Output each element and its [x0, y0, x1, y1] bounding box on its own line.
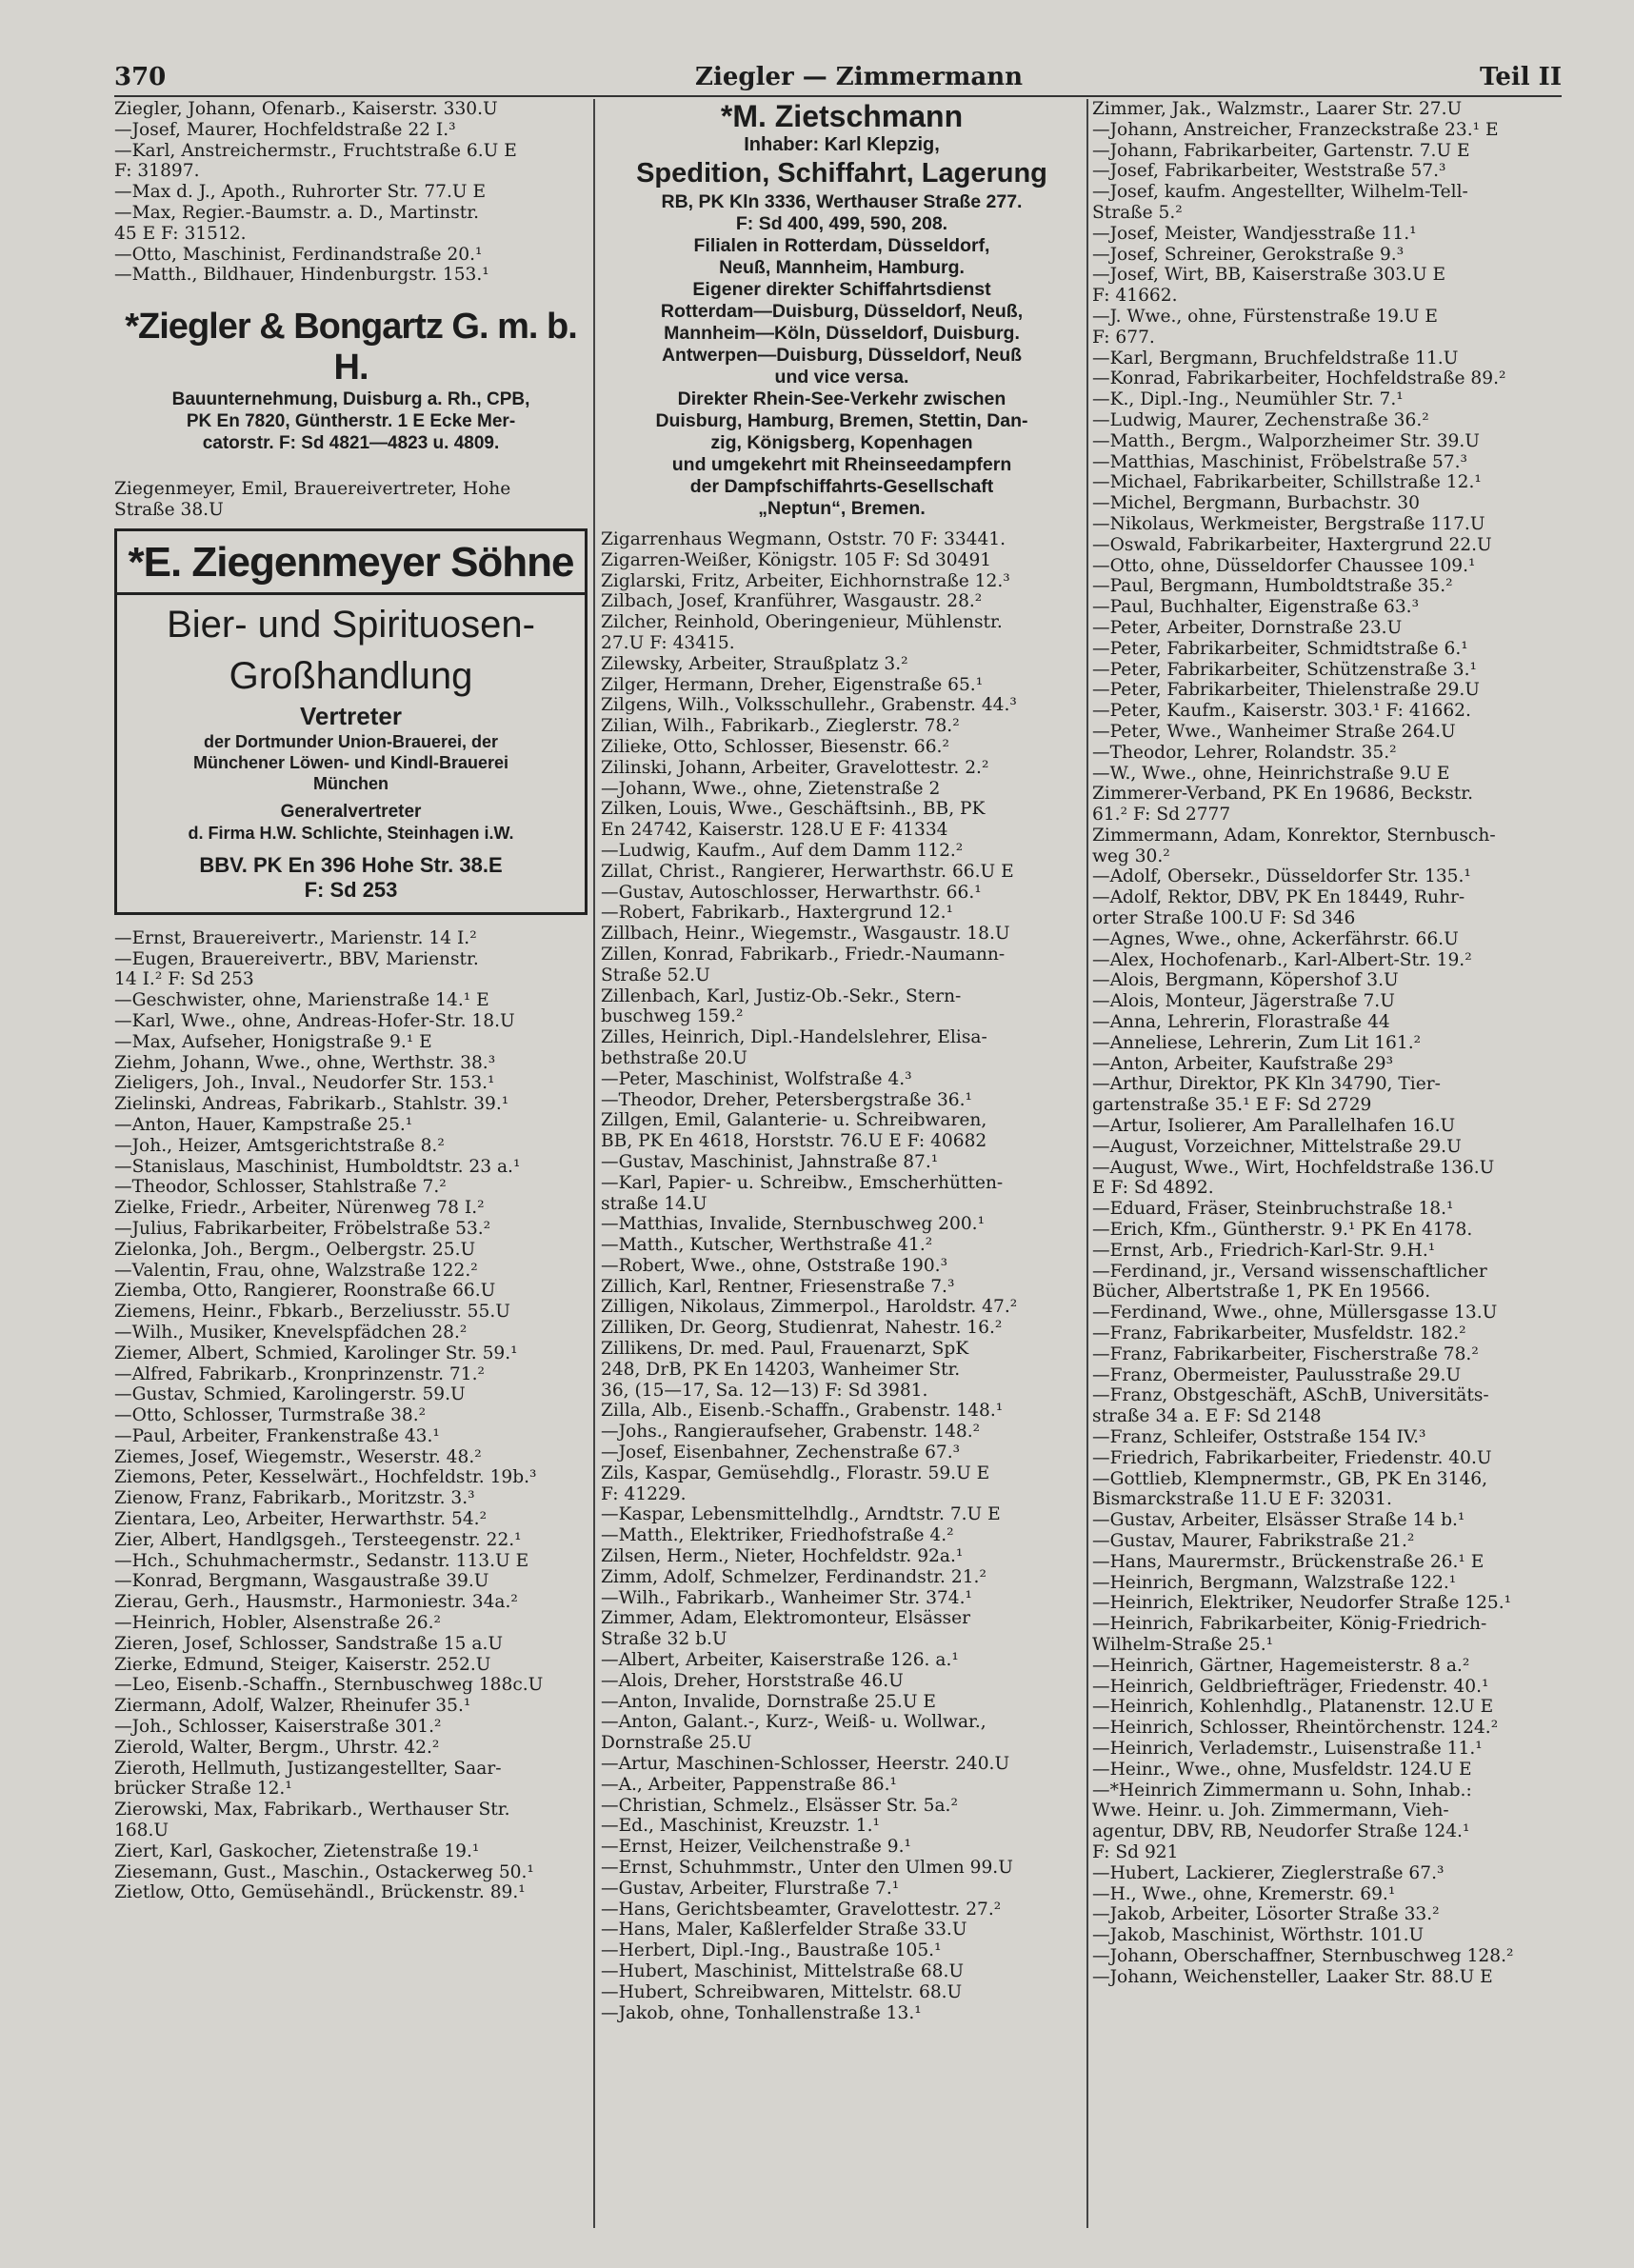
directory-entry: bethstraße 20.U: [601, 1047, 747, 1068]
directory-entry: —Eduard, Fräser, Steinbruchstraße 18.¹: [1092, 1199, 1454, 1220]
directory-entry: Zillbach, Heinr., Wiegemstr., Wasgaustr. 18.U: [601, 924, 1010, 945]
directory-entry: 61.² F: Sd 2777: [1092, 805, 1231, 826]
directory-entry: —Hans, Maurermstr., Brückenstraße 26.¹ E: [1092, 1551, 1485, 1572]
directory-entry: —Arthur, Direktor, PK Kln 34790, Tier-: [1092, 1074, 1441, 1095]
directory-entry: —Heinrich, Gärtner, Hagemeisterstr. 8 a.²: [1092, 1655, 1470, 1676]
ad-line: Antwerpen—Duisburg, Düsseldorf, Neuß: [661, 345, 1023, 366]
directory-entry: 27.U F: 43415.: [601, 632, 735, 653]
directory-entry: En 24742, Kaiserstr. 128.U E F: 41334: [601, 820, 948, 841]
directory-entry: Zils, Kaspar, Gemüsehdlg., Florastr. 59.U E: [601, 1462, 990, 1483]
directory-entry: straße 34 a. E F: Sd 2148: [1092, 1406, 1322, 1427]
directory-entry: Zierau, Gerh., Hausmstr., Harmoniestr. 34a.²: [114, 1592, 518, 1613]
directory-entry: —Theodor, Schlosser, Stahlstraße 7.²: [114, 1177, 447, 1198]
directory-entry: —Jakob, Arbeiter, Lösorter Straße 33.²: [1092, 1904, 1440, 1925]
directory-entry: —Artur, Maschinen-Schlosser, Heerstr. 240.U: [601, 1754, 1010, 1775]
ad-line: der Dampfschiffahrts-Gesellschaft: [689, 476, 994, 497]
directory-entry: —Robert, Wwe., ohne, Oststraße 190.³: [601, 1255, 948, 1276]
directory-entry: —Adolf, Obersekr., Düsseldorfer Str. 135.¹: [1092, 866, 1471, 887]
directory-entry: Zilliken, Dr. Georg, Studienrat, Nahestr. 16.²: [601, 1318, 1003, 1339]
directory-entry: —Eugen, Brauereivertr., BBV, Marienstr.: [114, 948, 479, 969]
directory-entry: Zillat, Christ., Rangierer, Herwarthstr. 66.U E: [601, 861, 1014, 882]
directory-entry: Zilsen, Herm., Nieter, Hochfeldstr. 92a.¹: [601, 1546, 964, 1567]
directory-entry: —Jakob, ohne, Tonhallenstraße 13.¹: [601, 2002, 922, 2023]
ad-line: Filialen in Rotterdam, Düsseldorf,: [693, 235, 990, 256]
directory-entry: —Matth., Bildhauer, Hindenburgstr. 153.¹: [114, 265, 489, 286]
directory-entry: orter Straße 100.U F: Sd 346: [1092, 908, 1356, 929]
directory-entry: —Hans, Gerichtsbeamter, Gravelottestr. 27.²: [601, 1899, 1002, 1920]
directory-entry: —Peter, Fabrikarbeiter, Schmidtstraße 6.¹: [1092, 638, 1468, 659]
directory-entry: —Ernst, Heizer, Veilchenstraße 9.¹: [601, 1837, 911, 1858]
directory-entry: —Erich, Kfm., Güntherstr. 9.¹ PK En 4178.: [1092, 1220, 1473, 1241]
directory-entry: Ziert, Karl, Gaskocher, Zietenstraße 19.¹: [114, 1840, 480, 1861]
directory-entry: 168.U: [114, 1820, 169, 1841]
directory-entry: Zimmer, Adam, Elektromonteur, Elsässer: [601, 1608, 971, 1629]
directory-entry: —Gustav, Autoschlosser, Herwarthstr. 66.¹: [601, 882, 982, 903]
directory-entry: —Alex, Hochofenarb., Karl-Albert-Str. 19.²: [1092, 949, 1472, 970]
directory-entry: Zierke, Edmund, Steiger, Kaiserstr. 252.U: [114, 1654, 491, 1675]
directory-entry: —Hans, Maler, Kaßlerfelder Straße 33.U: [601, 1920, 967, 1940]
entry-list: [1092, 99, 1563, 1988]
directory-entry: Ziglarski, Fritz, Arbeiter, Eichhornstraße 12.³: [601, 570, 1010, 591]
ad-line: Rotterdam—Duisburg, Düsseldorf, Neuß,: [660, 301, 1024, 322]
directory-entry: —Peter, Maschinist, Wolfstraße 4.³: [601, 1068, 912, 1089]
directory-entry: F: 41662.: [1092, 286, 1178, 307]
ad-line: Bier- und Spirituosen-: [167, 603, 535, 646]
directory-entry: F: 41229.: [601, 1483, 687, 1504]
ad-line: der Dortmunder Union-Brauerei, der: [203, 731, 499, 751]
directory-entry: —Joh., Heizer, Amtsgerichtstraße 8.²: [114, 1135, 445, 1156]
directory-entry: —Valentin, Frau, ohne, Walzstraße 122.²: [114, 1260, 478, 1281]
directory-entry: Zientara, Leo, Arbeiter, Herwarthstr. 54.²: [114, 1509, 488, 1530]
directory-entry: Ziemer, Albert, Schmied, Karolinger Str. 59.¹: [114, 1343, 518, 1363]
directory-entry: Zilieke, Otto, Schlosser, Biesenstr. 66.²: [601, 736, 949, 757]
directory-entry: —Heinrich, Bergmann, Walzstraße 122.¹: [1092, 1572, 1457, 1593]
directory-entry: Zilian, Wilh., Fabrikarb., Zieglerstr. 78.²: [601, 716, 960, 737]
directory-entry: 14 I.² F: Sd 253: [114, 969, 254, 990]
directory-entry: —Wilh., Musiker, Knevelspfädchen 28.²: [114, 1322, 468, 1343]
directory-entry: buschweg 159.²: [601, 1006, 744, 1027]
directory-entry: —Ernst, Brauereivertr., Marienstr. 14 I.²: [114, 927, 477, 948]
directory-entry: —Jakob, Maschinist, Wörthstr. 101.U: [1092, 1925, 1425, 1946]
directory-entry: Straße 32 b.U: [601, 1629, 727, 1650]
directory-entry: Straße 52.U: [601, 965, 710, 985]
directory-entry: Zimmer, Jak., Walzmstr., Laarer Str. 27.U: [1092, 99, 1463, 119]
directory-entry: —W., Wwe., ohne, Heinrichstraße 9.U E: [1092, 763, 1450, 784]
directory-entry: gartenstraße 35.¹ E F: Sd 2729: [1092, 1095, 1372, 1116]
directory-entry: Ziesemann, Gust., Maschin., Ostackerweg 50.¹: [114, 1861, 534, 1882]
directory-entry: —Heinrich, Hobler, Alsenstraße 26.²: [114, 1613, 441, 1634]
directory-entry: Ziemba, Otto, Rangierer, Roonstraße 66.U: [114, 1281, 496, 1302]
directory-entry: Ziemons, Peter, Kesselwärt., Hochfeldstr. 19b.³: [114, 1467, 537, 1488]
directory-entry: —Michael, Fabrikarbeiter, Schillstraße 12.¹: [1092, 472, 1482, 493]
part-label: Teil II: [1479, 63, 1562, 91]
ziegler-bongartz-ad: [114, 303, 588, 462]
directory-entry: —Johann, Weichensteller, Laaker Str. 88.U E: [1092, 1966, 1493, 1987]
directory-entry: Ziemens, Heinr., Fbkarb., Berzeliusstr. 55.U: [114, 1302, 510, 1323]
directory-entry: Zillen, Konrad, Fabrikarb., Friedr.-Naumann-: [601, 944, 1006, 965]
directory-entry: Zillenbach, Karl, Justiz-Ob.-Sekr., Stern-: [601, 985, 962, 1006]
ad-line: Neuß, Mannheim, Hamburg.: [719, 257, 965, 278]
zietschmann-ad: [601, 99, 1083, 520]
directory-entry: —Geschwister, ohne, Marienstraße 14.¹ E: [114, 990, 489, 1011]
ad-line: zig, Königsberg, Kopenhagen: [710, 432, 973, 453]
directory-entry: —Anton, Invalide, Dornstraße 25.U E: [601, 1691, 937, 1712]
directory-entry: Zierold, Walter, Bergm., Uhrstr. 42.²: [114, 1737, 440, 1758]
directory-entry: —Josef, Schreiner, Gerokstraße 9.³: [1092, 244, 1405, 265]
directory-entry: —Franz, Schleifer, Oststraße 154 IV.³: [1092, 1427, 1426, 1447]
directory-entry: Zielonka, Joh., Bergm., Oelbergstr. 25.U: [114, 1239, 476, 1260]
ad-contact: [117, 853, 585, 912]
directory-entry: —Gustav, Arbeiter, Elsässer Straße 14 b.¹: [1092, 1510, 1465, 1531]
ad-line: und vice versa.: [774, 367, 909, 388]
directory-entry: —August, Vorzeichner, Mittelstraße 29.U: [1092, 1136, 1462, 1157]
directory-entry: Dornstraße 25.U: [601, 1733, 752, 1754]
directory-entry: Zieren, Josef, Schlosser, Sandstraße 15 a.U: [114, 1633, 504, 1654]
directory-entry: —Heinrich, Verlademstr., Luisenstraße 11.¹: [1092, 1738, 1483, 1759]
directory-entry: —Heinrich, Kohlenhdlg., Platanenstr. 12.U E: [1092, 1697, 1494, 1718]
directory-entry: agentur, DBV, RB, Neudorfer Straße 124.¹: [1092, 1821, 1470, 1842]
directory-entry: —Johann, Wwe., ohne, Zietenstraße 2: [601, 778, 941, 799]
directory-entry: —Joh., Schlosser, Kaiserstraße 301.²: [114, 1717, 442, 1738]
directory-entry: Zimm, Adolf, Schmelzer, Ferdinandstr. 21.²: [601, 1566, 986, 1587]
directory-entry: —Hubert, Maschinist, Mittelstraße 68.U: [601, 1960, 965, 1981]
directory-entry: Zilken, Louis, Wwe., Geschäftsinh., BB, PK: [601, 799, 986, 820]
column-3: [1092, 99, 1563, 2241]
directory-entry: —Paul, Buchhalter, Eigenstraße 63.³: [1092, 597, 1420, 618]
directory-entry: Zier, Albert, Handlgsgeh., Tersteegenstr. 22.¹: [114, 1529, 522, 1550]
directory-entry: —J. Wwe., ohne, Fürstenstraße 19.U E: [1092, 306, 1438, 327]
directory-entry: 36, (15—17, Sa. 12—13) F: Sd 3981.: [601, 1380, 928, 1401]
directory-entry: —Heinrich, Elektriker, Neudorfer Straße 125.¹: [1092, 1593, 1512, 1614]
directory-entry: Zilbach, Josef, Kranführer, Wasgaustr. 28.²: [601, 591, 983, 612]
directory-entry: —Gustav, Maurer, Fabrikstraße 21.²: [1092, 1530, 1415, 1551]
ad-line: catorstr. F: Sd 4821—4823 u. 4809.: [202, 433, 500, 454]
directory-entry: —Josef, Eisenbahner, Zechenstraße 67.³: [601, 1442, 961, 1463]
directory-entry: —Adolf, Rektor, DBV, PK En 18449, Ruhr-: [1092, 887, 1465, 908]
directory-entry: Ziemes, Josef, Wiegemstr., Weserstr. 48.²: [114, 1446, 482, 1467]
directory-entry: Zillich, Karl, Rentner, Friesenstraße 7.³: [601, 1276, 955, 1297]
directory-entry: —A., Arbeiter, Pappenstraße 86.¹: [601, 1774, 897, 1795]
directory-entry: —Peter, Wwe., Wanheimer Straße 264.U: [1092, 721, 1456, 742]
directory-entry: Zieroth, Hellmuth, Justizangestellter, Saar-: [114, 1758, 502, 1779]
directory-entry: F: Sd 921: [1092, 1841, 1179, 1862]
directory-entry: —Josef, Wirt, BB, Kaiserstraße 303.U E: [1092, 265, 1446, 286]
directory-entry: —Ludwig, Maurer, Zechenstraße 36.²: [1092, 409, 1429, 430]
directory-entry: Zilewsky, Arbeiter, Straußplatz 3.²: [601, 653, 908, 674]
ad-slogan: Spedition, Schiffahrt, Lagerung: [636, 158, 1047, 189]
ziegenmeyer-soehne-ad: [114, 528, 588, 915]
column-1: [114, 99, 588, 2241]
directory-entry: Zilla, Alb., Eisenb.-Schaffn., Grabenstr. 148.¹: [601, 1401, 1004, 1422]
directory-entry: —Anton, Arbeiter, Kaufstraße 29³: [1092, 1053, 1394, 1074]
directory-entry: —Julius, Fabrikarbeiter, Fröbelstraße 53.²: [114, 1218, 491, 1239]
directory-entry: Zierowski, Max, Fabrikarb., Werthauser Str.: [114, 1800, 510, 1820]
directory-entry: —Ernst, Schuhmmstr., Unter den Ulmen 99.U: [601, 1858, 1013, 1878]
ad-line: „Neptun“, Bremen.: [758, 498, 926, 519]
ad-line: d. Firma H.W. Schlichte, Steinhagen i.W.: [188, 823, 514, 843]
directory-entry: —Matth., Bergm., Walporzheimer Str. 39.U: [1092, 430, 1480, 451]
ad-line: BBV. PK En 396 Hohe Str. 38.E: [199, 852, 503, 877]
directory-entry: Bismarckstraße 11.U E F: 32031.: [1092, 1489, 1392, 1510]
directory-entry: —Robert, Fabrikarb., Haxtergrund 12.¹: [601, 903, 953, 924]
directory-entry: Zilligen, Nikolaus, Zimmerpol., Haroldstr. 47.²: [601, 1297, 1018, 1318]
ad-line: F: Sd 253: [304, 877, 398, 902]
entry-list: [601, 529, 1083, 2023]
directory-entry: Zilgens, Wilh., Volksschullehr., Grabenstr. 44.³: [601, 695, 1017, 716]
directory-entry: —Otto, Schlosser, Turmstraße 38.²: [114, 1405, 427, 1426]
directory-entry: —Heinr., Wwe., ohne, Musfeldstr. 124.U E: [1092, 1759, 1472, 1780]
directory-entry: 45 E F: 31512.: [114, 223, 247, 244]
directory-entry: —Johann, Fabrikarbeiter, Gartenstr. 7.U E: [1092, 140, 1470, 161]
directory-entry: Zigarren-Weißer, Königstr. 105 F: Sd 30491: [601, 549, 992, 570]
directory-entry: —Ernst, Arb., Friedrich-Karl-Str. 9.H.¹: [1092, 1240, 1436, 1261]
directory-entry: —Ludwig, Kaufm., Auf dem Damm 112.²: [601, 840, 964, 861]
directory-entry: —Hubert, Lackierer, Zieglerstraße 67.³: [1092, 1862, 1445, 1883]
directory-entry: —Christian, Schmelz., Elsässer Str. 5a.²: [601, 1795, 958, 1816]
directory-entry: —H., Wwe., ohne, Kremerstr. 69.¹: [1092, 1883, 1396, 1904]
page-header: [114, 63, 1562, 97]
directory-entry: Bücher, Albertstraße 1, PK En 19566.: [1092, 1282, 1431, 1303]
directory-entry: —Josef, Meister, Wandjesstraße 11.¹: [1092, 223, 1417, 244]
directory-entry: —Johs., Rangieraufseher, Grabenstr. 148.²: [601, 1422, 981, 1442]
directory-entry: F: 31897.: [114, 161, 200, 182]
column-2: [601, 99, 1083, 2241]
directory-entry: —K., Dipl.-Ing., Neumühler Str. 7.¹: [1092, 389, 1404, 410]
directory-entry: —Josef, Fabrikarbeiter, Weststraße 57.³: [1092, 161, 1446, 182]
ad-line: RB, PK Kln 3336, Werthauser Straße 277.: [661, 191, 1023, 212]
directory-entry: —Johann, Anstreicher, Franzeckstraße 23.¹ E: [1092, 119, 1499, 140]
directory-entry: —*Heinrich Zimmermann u. Sohn, Inhab.:: [1092, 1780, 1472, 1800]
directory-entry: —Johann, Oberschaffner, Sternbuschweg 128.²: [1092, 1945, 1514, 1966]
directory-entry: —Gustav, Maschinist, Jahnstraße 87.¹: [601, 1151, 939, 1172]
directory-entry: Wwe. Heinr. u. Joh. Zimmermann, Vieh-: [1092, 1800, 1449, 1821]
directory-entry: Ziegenmeyer, Emil, Brauereivertreter, Hohe: [114, 479, 511, 500]
directory-entry: —Josef, Maurer, Hochfeldstraße 22 I.³: [114, 119, 456, 140]
directory-entry: —Heinrich, Geldbriefträger, Friedenstr. 40.¹: [1092, 1676, 1489, 1697]
directory-entry: —Herbert, Dipl.-Ing., Baustraße 105.¹: [601, 1940, 942, 1961]
directory-entry: E F: Sd 4892.: [1092, 1178, 1214, 1199]
ad-line: und umgekehrt mit Rheinseedampfern: [671, 454, 1012, 475]
directory-entry: —Otto, Maschinist, Ferdinandstraße 20.¹: [114, 244, 483, 265]
directory-entry: —Matthias, Maschinist, Fröbelstraße 57.³: [1092, 451, 1467, 472]
entry-list: [114, 479, 588, 521]
directory-entry: brücker Straße 12.¹: [114, 1779, 292, 1800]
directory-entry: —Hubert, Schreibwaren, Mittelstr. 68.U: [601, 1981, 963, 2002]
directory-entry: —Karl, Bergmann, Bruchfeldstraße 11.U: [1092, 348, 1459, 368]
ad-title: *E. Ziegenmeyer Söhne: [117, 531, 585, 595]
ad-heading: Generalvertreter: [280, 801, 422, 822]
directory-entry: —Anneliese, Lehrerin, Zum Lit 161.²: [1092, 1032, 1422, 1053]
directory-entry: —Konrad, Bergmann, Wasgaustraße 39.U: [114, 1571, 489, 1592]
directory-entry: Ziermann, Adolf, Walzer, Rheinufer 35.¹: [114, 1696, 471, 1717]
directory-entry: BB, PK En 4618, Horststr. 76.U E F: 40682: [601, 1131, 987, 1152]
directory-entry: —Michel, Bergmann, Burbachstr. 30: [1092, 493, 1420, 514]
directory-entry: straße 14.U: [601, 1193, 707, 1214]
directory-entry: Wilhelm-Straße 25.¹: [1092, 1634, 1274, 1655]
directory-entry: —Oswald, Fabrikarbeiter, Haxtergrund 22.U: [1092, 534, 1492, 555]
directory-entry: —Theodor, Dreher, Petersbergstraße 36.¹: [601, 1089, 973, 1110]
directory-entry: —August, Wwe., Wirt, Hochfeldstraße 136.U: [1092, 1157, 1495, 1178]
directory-entry: —Karl, Anstreichermstr., Fruchtstraße 6.U E: [114, 140, 517, 161]
directory-entry: Zilles, Heinrich, Dipl.-Handelslehrer, Elisa-: [601, 1027, 987, 1048]
directory-entry: —Alfred, Fabrikarb., Kronprinzenstr. 71.²: [114, 1363, 485, 1384]
directory-entry: —Matthias, Invalide, Sternbuschweg 200.¹: [601, 1214, 986, 1235]
entry-list: [114, 99, 588, 286]
column-divider: [593, 99, 595, 2228]
directory-entry: —Karl, Papier- u. Schreibw., Emscherhütten-: [601, 1172, 1004, 1193]
directory-entry: —Leo, Eisenb.-Schaffn., Sternbuschweg 188c.U: [114, 1675, 544, 1696]
directory-entry: —Theodor, Lehrer, Rolandstr. 35.²: [1092, 742, 1397, 763]
directory-entry: —Peter, Kaufm., Kaiserstr. 303.¹ F: 41662.: [1092, 701, 1471, 722]
ad-line: Direkter Rhein-See-Verkehr zwischen: [677, 388, 1006, 409]
directory-entry: Zimmerer-Verband, PK En 19686, Beckstr.: [1092, 784, 1473, 805]
directory-entry: —Konrad, Fabrikarbeiter, Hochfeldstraße 89.²: [1092, 368, 1506, 389]
directory-entry: —Gustav, Schmied, Karolingerstr. 59.U: [114, 1384, 466, 1405]
ad-line: F: Sd 400, 499, 590, 208.: [735, 213, 948, 234]
directory-entry: Straße 5.²: [1092, 202, 1183, 223]
directory-entry: Zilinski, Johann, Arbeiter, Gravelottestr. 2.²: [601, 757, 989, 778]
directory-entry: F: 677.: [1092, 327, 1155, 348]
directory-entry: —Nikolaus, Werkmeister, Bergstraße 117.U: [1092, 513, 1485, 534]
directory-entry: —Anton, Hauer, Kampstraße 25.¹: [114, 1114, 413, 1135]
directory-entry: —Wilh., Fabrikarb., Wanheimer Str. 374.¹: [601, 1587, 972, 1608]
directory-entry: —Ferdinand, Wwe., ohne, Müllersgasse 13.U: [1092, 1303, 1498, 1323]
ad-line: Eigener direkter Schiffahrtsdienst: [692, 279, 991, 300]
ad-owner: Inhaber: Karl Klepzig,: [744, 134, 940, 155]
directory-entry: —Kaspar, Lebensmittelhdlg., Arndtstr. 7.U E: [601, 1504, 1001, 1525]
directory-entry: —Matth., Kutscher, Werthstraße 41.²: [601, 1235, 933, 1256]
directory-entry: —Ferdinand, jr., Versand wissenschaftlicher: [1092, 1261, 1487, 1282]
ad-title: *M. Zietschmann: [720, 99, 964, 133]
directory-entry: —Friedrich, Fabrikarbeiter, Friedenstr. 40.U: [1092, 1447, 1492, 1468]
directory-entry: —Peter, Arbeiter, Dornstraße 23.U: [1092, 617, 1403, 638]
directory-entry: —Stanislaus, Maschinist, Humboldtstr. 23 a.¹: [114, 1156, 521, 1177]
ad-line: Großhandlung: [229, 654, 473, 697]
directory-entry: —Ed., Maschinist, Kreuzstr. 1.¹: [601, 1816, 880, 1837]
directory-entry: Ziegler, Johann, Ofenarb., Kaiserstr. 330.U: [114, 99, 498, 119]
directory-entry: —Franz, Fabrikarbeiter, Fischerstraße 78.²: [1092, 1343, 1479, 1364]
ad-title: *Ziegler & Bongartz G. m. b. H.: [125, 307, 577, 388]
directory-entry: —Albert, Arbeiter, Kaiserstraße 126. a.¹: [601, 1650, 959, 1671]
directory-entry: Zilcher, Reinhold, Oberingenieur, Mühlenstr.: [601, 612, 1003, 633]
directory-entry: —Heinrich, Fabrikarbeiter, König-Friedrich-: [1092, 1614, 1487, 1635]
directory-entry: —Agnes, Wwe., ohne, Ackerfährstr. 66.U: [1092, 928, 1459, 949]
directory-entry: —Peter, Fabrikarbeiter, Schützenstraße 3.¹: [1092, 659, 1477, 680]
ad-line: München: [313, 773, 389, 793]
directory-entry: —Gustav, Arbeiter, Flurstraße 7.¹: [601, 1878, 900, 1899]
directory-entry: —Josef, kaufm. Angestellter, Wilhelm-Tell-: [1092, 182, 1468, 203]
name-range: Ziegler — Zimmermann: [695, 63, 1024, 91]
directory-entry: —Otto, ohne, Düsseldorfer Chaussee 109.¹: [1092, 555, 1476, 576]
directory-entry: —Matth., Elektriker, Friedhofstraße 4.²: [601, 1525, 954, 1546]
column-divider: [1086, 99, 1088, 2228]
directory-entry: Zillgen, Emil, Galanterie- u. Schreibwaren,: [601, 1110, 987, 1131]
directory-entry: —Paul, Arbeiter, Frankenstraße 43.¹: [114, 1425, 440, 1446]
directory-entry: —Hch., Schuhmachermstr., Sedanstr. 113.U E: [114, 1550, 529, 1571]
directory-entry: —Max, Aufseher, Honigstraße 9.¹ E: [114, 1031, 432, 1052]
directory-entry: —Alois, Monteur, Jägerstraße 7.U: [1092, 991, 1395, 1012]
directory-entry: —Peter, Fabrikarbeiter, Thielenstraße 29.U: [1092, 680, 1480, 701]
directory-entry: 248, DrB, PK En 14203, Wanheimer Str.: [601, 1359, 961, 1380]
directory-entry: —Franz, Obstgeschäft, ASchB, Universitäts-: [1092, 1385, 1489, 1406]
ad-line: PK En 7820, Güntherstr. 1 E Ecke Mer-: [186, 411, 516, 432]
ad-line: Bauunternehmung, Duisburg a. Rh., CPB,: [171, 389, 530, 410]
directory-entry: Zielke, Friedr., Arbeiter, Nürenweg 78 I.²: [114, 1198, 485, 1219]
directory-entry: Straße 38.U: [114, 499, 224, 520]
ad-heading: Vertreter: [300, 701, 402, 730]
directory-entry: Zienow, Franz, Fabrikarb., Moritzstr. 3.³: [114, 1488, 475, 1509]
directory-entry: —Franz, Fabrikarbeiter, Musfeldstr. 182.²: [1092, 1323, 1466, 1344]
directory-entry: Ziehm, Johann, Wwe., ohne, Werthstr. 38.³: [114, 1052, 496, 1073]
directory-entry: —Anna, Lehrerin, Florastraße 44: [1092, 1012, 1390, 1033]
directory-entry: —Franz, Obermeister, Paulusstraße 29.U: [1092, 1364, 1462, 1385]
directory-entry: —Artur, Isolierer, Am Parallelhafen 16.U: [1092, 1116, 1456, 1137]
page-number: 370: [114, 63, 167, 91]
directory-entry: —Alois, Bergmann, Köpershof 3.U: [1092, 970, 1399, 991]
directory-entry: —Alois, Dreher, Horststraße 46.U: [601, 1670, 904, 1691]
directory-entry: —Anton, Galant.-, Kurz-, Weiß- u. Wollwar.,: [601, 1712, 986, 1733]
directory-entry: —Max d. J., Apoth., Ruhrorter Str. 77.U E: [114, 182, 487, 203]
directory-entry: Zillikens, Dr. med. Paul, Frauenarzt, SpK: [601, 1339, 969, 1360]
directory-entry: Zilger, Hermann, Dreher, Eigenstraße 65.¹: [601, 674, 984, 695]
ad-lines: [601, 191, 1083, 520]
directory-entry: —Karl, Wwe., ohne, Andreas-Hofer-Str. 18.U: [114, 1010, 515, 1031]
directory-entry: weg 30.²: [1092, 846, 1170, 866]
directory-entry: —Heinrich, Schlosser, Rheintörchenstr. 124.²: [1092, 1718, 1499, 1739]
ad-line: Mannheim—Köln, Düsseldorf, Duisburg.: [664, 323, 1020, 344]
directory-entry: Zieligers, Joh., Inval., Neudorfer Str. 153.¹: [114, 1073, 495, 1094]
directory-entry: Zimmermann, Adam, Konrektor, Sternbusch-: [1092, 825, 1496, 846]
directory-entry: —Paul, Bergmann, Humboldtstraße 35.²: [1092, 576, 1453, 597]
directory-entry: —Gottlieb, Klempnermstr., GB, PK En 3146,: [1092, 1468, 1488, 1489]
ad-line: Duisburg, Hamburg, Bremen, Stettin, Dan-: [655, 410, 1028, 431]
directory-entry: —Max, Regier.-Baumstr. a. D., Martinstr.: [114, 202, 480, 223]
ad-line: Münchener Löwen- und Kindl-Brauerei: [192, 752, 508, 772]
directory-entry: Zietlow, Otto, Gemüsehändl., Brückenstr. 89.¹: [114, 1882, 526, 1903]
directory-entry: Zielinski, Andreas, Fabrikarb., Stahlstr. 39.¹: [114, 1094, 509, 1115]
directory-entry: Zigarrenhaus Wegmann, Oststr. 70 F: 33441.: [601, 529, 1006, 549]
entry-list: [114, 928, 588, 1903]
